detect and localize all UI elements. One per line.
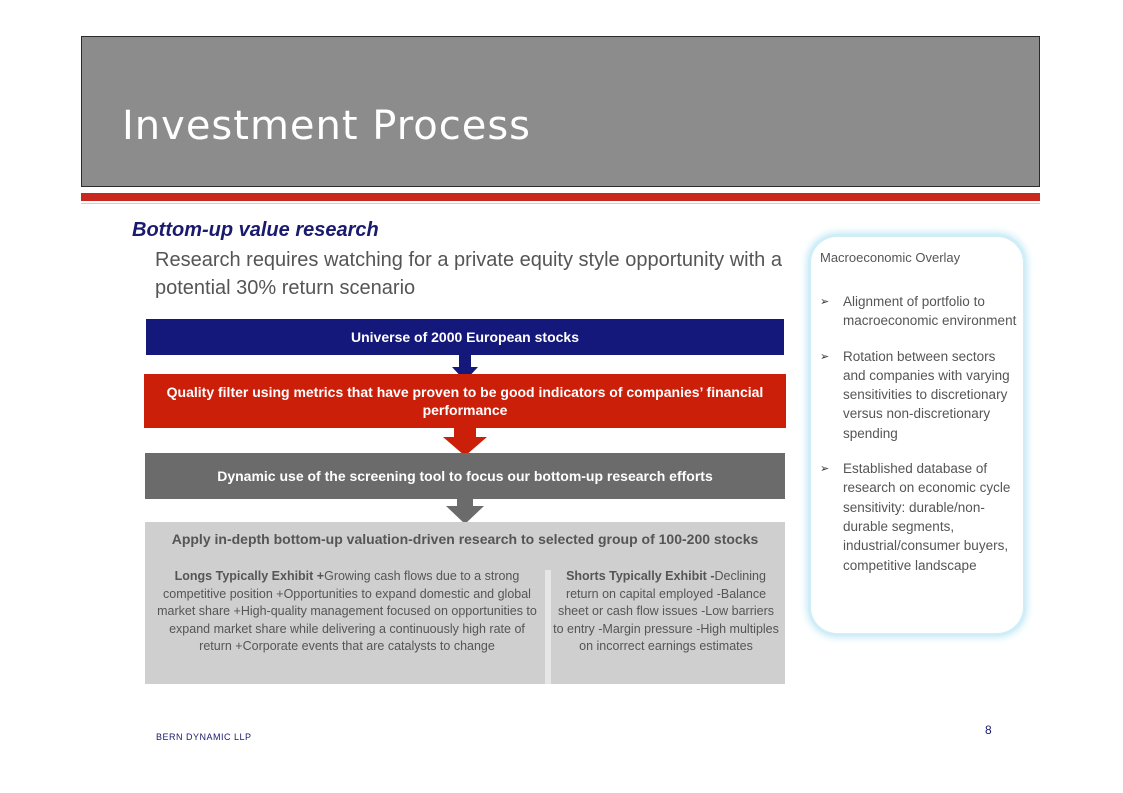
down-arrow-icon [446,499,484,524]
funnel-step-quality-filter: Quality filter using metrics that have proven to be good indicators of companies’ financial performance [144,374,786,428]
research-title: Apply in-depth bottom-up valuation-driven research to selected group of 100-200 stocks [171,531,759,547]
list-item: ➢ Rotation between sectors and companies with varying sensitivities to discretionary versus non-discretionary spending [820,348,1010,441]
intro-text: Research requires watching for a private equity style opportunity with a potential 30% return scenario [155,249,782,299]
longs-column [157,568,537,656]
title-banner [81,36,1040,187]
funnel-step-research [145,522,785,684]
macro-overlay-title: Macroeconomic Overlay [820,250,961,265]
macro-overlay-panel [811,237,1023,633]
shorts-column [553,568,779,656]
shorts-text: Declining return on capital employed -Balance sheet or cash flow issues -Low barriers to entry -Margin pressure -High multiples on incorrect earnings estimates [553,569,779,654]
longs-text: Growing cash flows due to a strong competitive position +Opportunities to expand domestic and global market share +High-quality management focused on opportunities to expand market share while delivering a continuously high rate of return +Corporate events that are catalysts to change [157,569,537,654]
page-number: 8 [985,723,992,737]
down-arrow-icon [443,428,487,456]
red-divider [81,193,1040,201]
arrow-bullet-icon: ➢ [820,463,830,476]
shorts-label: Shorts Typically Exhibit - [566,569,715,583]
section-subtitle: Bottom-up value research [132,219,379,241]
grey-divider [81,203,1040,204]
macro-overlay-list [820,292,1020,591]
longs-label: Longs Typically Exhibit + [174,569,325,583]
column-divider [545,570,551,684]
list-item: ➢ Established database of research on economic cycle sensitivity: durable/non-durable segments, industrial/consumer buyers, competitive landscape [820,461,1011,573]
funnel-step-universe: Universe of 2000 European stocks [146,319,784,355]
arrow-bullet-icon: ➢ [820,350,830,363]
page-title: Investment Process [122,103,532,149]
funnel-step-screening: Dynamic use of the screening tool to focus our bottom-up research efforts [145,453,785,499]
company-name: BERN DYNAMIC LLP [156,732,252,742]
arrow-bullet-icon: ➢ [820,296,830,308]
list-item: ➢ Alignment of portfolio to macroeconomic environment [820,294,1017,329]
